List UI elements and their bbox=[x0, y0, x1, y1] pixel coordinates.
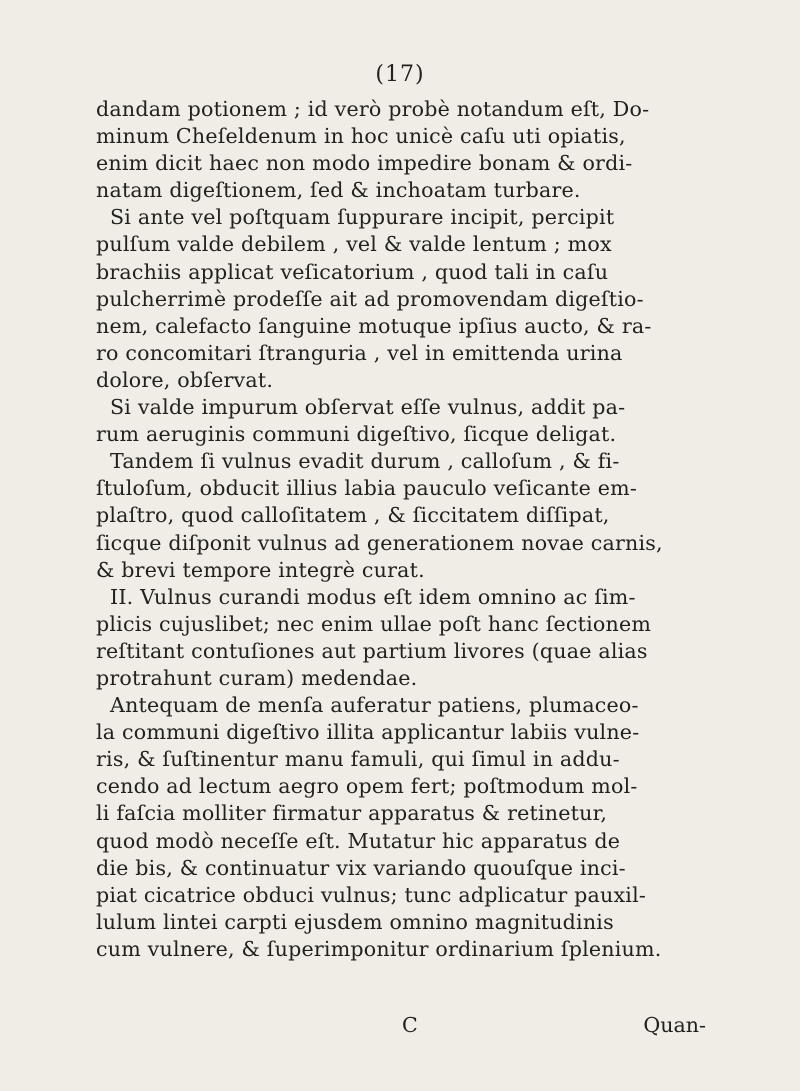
text-line: lulum lintei carpti ejusdem omnino magnitudinis bbox=[96, 909, 614, 934]
text-line: cendo ad lectum aegro opem fert; poſtmodum mol- bbox=[96, 774, 638, 799]
text-line: pulſum valde debilem , vel & valde lentum ; mox bbox=[96, 232, 612, 257]
catchword: Quan- bbox=[643, 1013, 706, 1037]
text-line: ro concomitari ſtranguria , vel in emittenda urina bbox=[96, 340, 623, 365]
text-line: nem, calefacto ſanguine motuque ipſius aucto, & ra- bbox=[96, 313, 652, 338]
text-line: li faſcia molliter firmatur apparatus & retinetur, bbox=[96, 801, 608, 826]
text-line: dandam potionem ; id verò probè notandum eſt, Do- bbox=[96, 97, 650, 121]
text-line: ris, & ſuſtinentur manu famuli, qui ſimul in addu- bbox=[96, 747, 620, 772]
body-text bbox=[96, 96, 706, 963]
page-number: (17) bbox=[375, 62, 425, 87]
text-line: dolore, obſervat. bbox=[96, 367, 274, 392]
text-line: brachiis applicat veſicatorium , quod tali in caſu bbox=[96, 259, 609, 284]
paragraph-start-line: Si ante vel poſtquam ſuppurare incipit, percipit bbox=[110, 205, 615, 230]
paragraph-start-line: Si valde impurum obſervat eſſe vulnus, addit pa- bbox=[110, 395, 626, 420]
paragraph-start-line: Antequam de menſa auferatur patiens, plumaceo- bbox=[110, 693, 639, 718]
text-line: rum aeruginis communi digeſtivo, ſicque deligat. bbox=[96, 422, 617, 447]
text-line: protrahunt curam) medendae. bbox=[96, 665, 418, 690]
text-line: reſtitant contuſiones aut partium livores (quae alias bbox=[96, 638, 648, 663]
text-line: plaſtro, quod calloſitatem , & ſiccitatem diſſipat, bbox=[96, 503, 610, 528]
text-line: quod modò neceſſe eſt. Mutatur hic apparatus de bbox=[96, 828, 621, 853]
text-line: enim dicit haec non modo impedire bonam & ordi- bbox=[96, 151, 633, 176]
text-line: cum vulnere, & ſuperimponitur ordinarium ſplenium. bbox=[96, 936, 662, 961]
text-line: ſtuloſum, obducit illius labia pauculo veſicante em- bbox=[96, 476, 638, 501]
signature-mark: C bbox=[402, 1013, 418, 1037]
text-line: die bis, & continuatur vix variando quouſque inci- bbox=[96, 855, 626, 880]
paragraph-start-line: Tandem ſi vulnus evadit durum , calloſum , & fi- bbox=[110, 449, 620, 474]
text-line: plicis cujuslibet; nec enim ullae poſt hanc ſectionem bbox=[96, 611, 652, 636]
text-line: ſicque diſponit vulnus ad generationem novae carnis, bbox=[96, 530, 663, 555]
text-line: la communi digeſtivo illita applicantur labiis vulne- bbox=[96, 720, 640, 745]
text-line: minum Cheſeldenum in hoc unicè caſu uti opiatis, bbox=[96, 124, 626, 149]
section-start-line: II. Vulnus curandi modus eſt idem omnino ac ſim- bbox=[110, 584, 636, 609]
text-line: pulcherrimè prodeſſe ait ad promovendam digeſtio- bbox=[96, 286, 644, 311]
text-line: & brevi tempore integrè curat. bbox=[96, 557, 425, 582]
text-line: natam digeſtionem, ſed & inchoatam turbare. bbox=[96, 178, 581, 203]
text-line: piat cicatrice obduci vulnus; tunc adplicatur pauxil- bbox=[96, 882, 647, 907]
